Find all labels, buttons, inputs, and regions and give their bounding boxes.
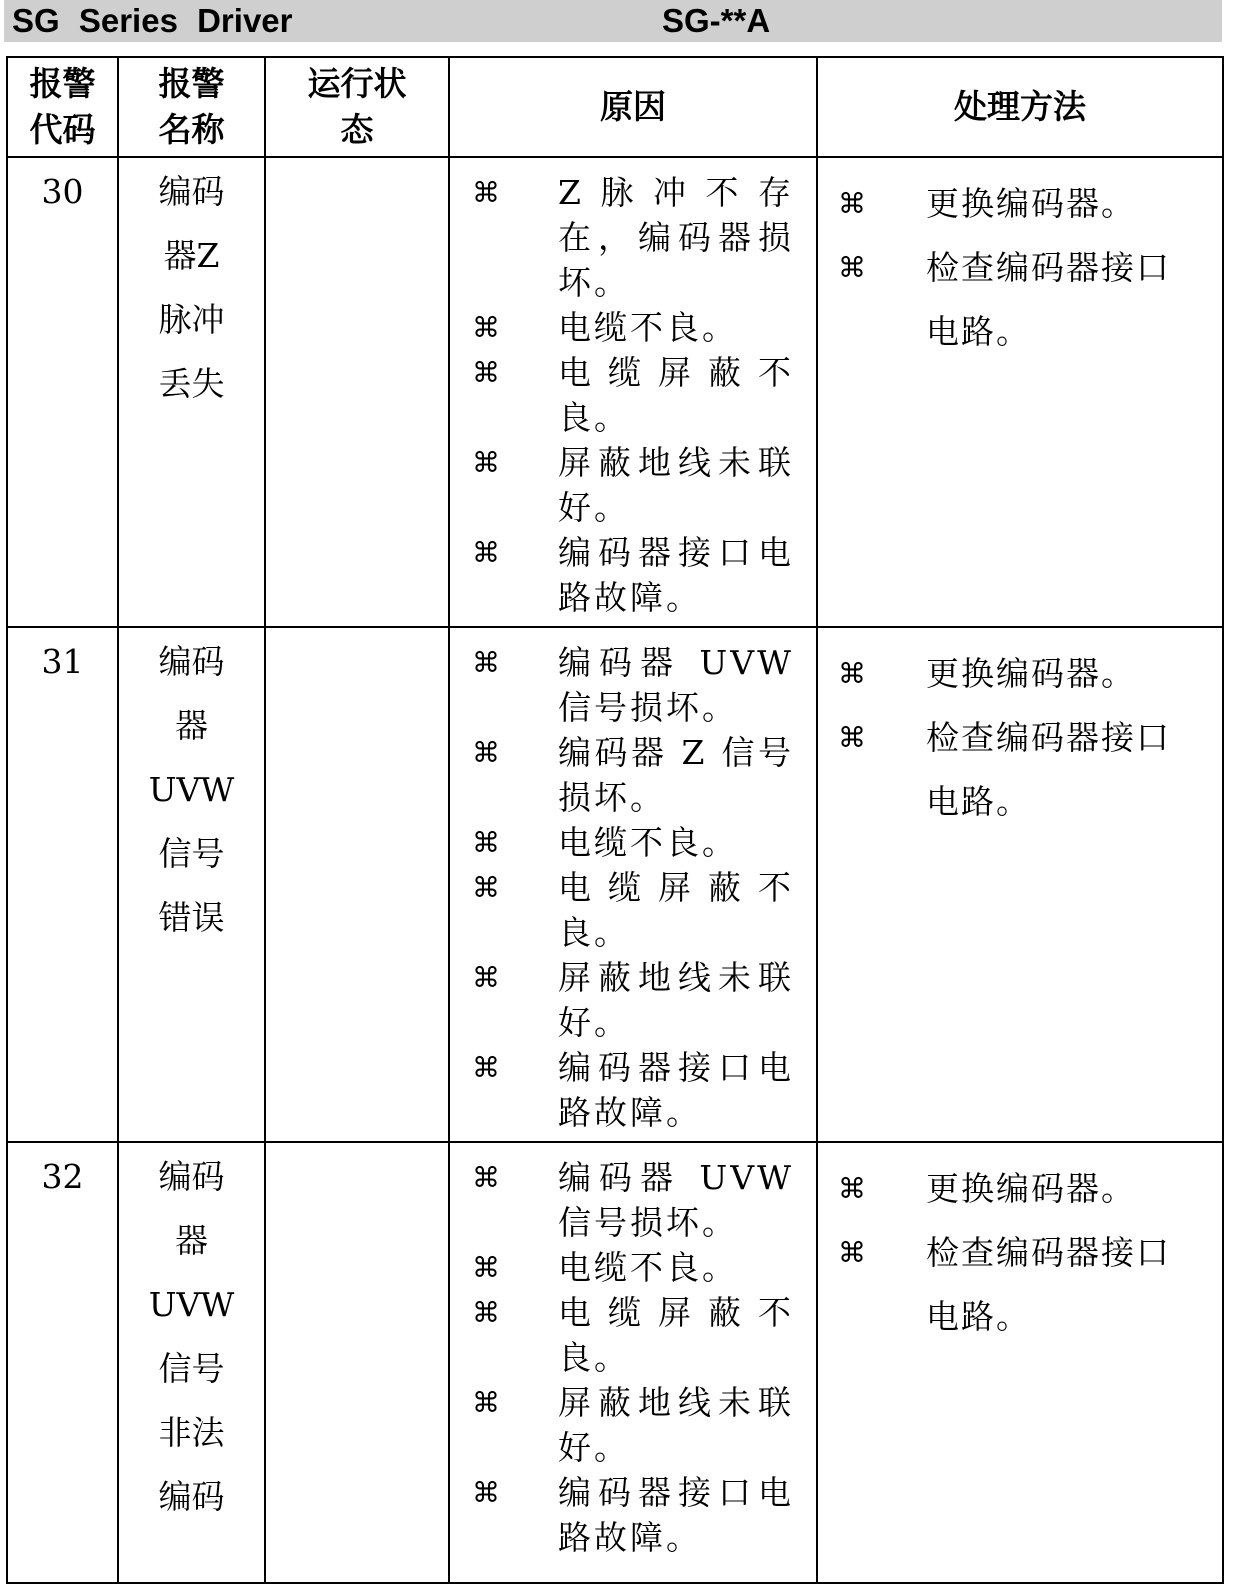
command-bullet-icon: ⌘ [838,187,866,220]
command-bullet-icon: ⌘ [838,1236,866,1269]
command-bullet-icon: ⌘ [472,356,500,389]
fix-item [838,1221,1202,1349]
cause-text: 电缆屏蔽不良。 [558,1293,794,1377]
cause-text: 屏蔽地线未联好。 [558,443,794,527]
cause-text: 电缆不良。 [558,823,738,862]
cause-item [472,440,794,530]
cause-cell [449,627,817,1142]
alarm-name-line: 信号 [158,1349,225,1388]
alarm-code: 32 [7,1142,118,1583]
cause-text: 电缆不良。 [558,1248,738,1287]
cause-text: 电缆屏蔽不良。 [558,868,794,952]
alarm-name-line: 错误 [158,898,225,937]
table-row [7,1142,1223,1583]
command-bullet-icon: ⌘ [472,736,500,769]
alarm-name-line: 器Z [163,236,220,275]
col-header-state: 运行状 态 [265,57,449,157]
alarm-name-line: 器 [175,706,208,745]
fix-text: 更换编码器。 [926,654,1136,693]
run-state [265,1142,449,1583]
command-bullet-icon: ⌘ [472,1476,500,1509]
cause-text: 电缆屏蔽不良。 [558,353,794,437]
table-row [7,157,1223,627]
fix-item [838,236,1202,364]
alarm-name-line: 信号 [158,834,225,873]
cause-item [472,350,794,440]
command-bullet-icon: ⌘ [472,646,500,679]
command-bullet-icon: ⌘ [838,251,866,284]
command-bullet-icon: ⌘ [472,826,500,859]
cause-item [472,1045,794,1135]
alarm-name-line: 编码 [158,642,225,681]
command-bullet-icon: ⌘ [472,1296,500,1329]
cause-cell [449,1142,817,1583]
alarm-code: 30 [7,157,118,627]
fix-item [838,642,1202,706]
cause-item [472,865,794,955]
fix-cell [817,1142,1223,1583]
alarm-name-line: 器 [175,1221,208,1260]
command-bullet-icon: ⌘ [472,1161,500,1194]
command-bullet-icon: ⌘ [838,1172,866,1205]
cause-cell [449,157,817,627]
cause-item [472,1290,794,1380]
cause-item [472,530,794,620]
alarm-name [118,627,265,1142]
cause-text: 电缆不良。 [558,308,738,347]
fix-text: 检查编码器接口电路。 [926,718,1171,821]
page-header [4,0,1222,42]
command-bullet-icon: ⌘ [472,961,500,994]
cause-text: 编码器接口电路故障。 [558,1473,794,1557]
command-bullet-icon: ⌘ [838,721,866,754]
alarm-name-line: 编码 [158,1477,225,1516]
alarm-table [6,56,1224,1584]
fix-text: 更换编码器。 [926,184,1136,223]
cause-text: 屏蔽地线未联好。 [558,958,794,1042]
fix-cell [817,157,1223,627]
run-state [265,157,449,627]
command-bullet-icon: ⌘ [472,1251,500,1284]
run-state [265,627,449,1142]
command-bullet-icon: ⌘ [472,1051,500,1084]
cause-text: 编码器 UVW 信号损坏。 [558,1158,794,1242]
command-bullet-icon: ⌘ [472,446,500,479]
cause-item [472,820,794,865]
fix-cell [817,627,1223,1142]
fix-text: 更换编码器。 [926,1169,1136,1208]
header-title: SG Series Driver [12,2,293,39]
cause-text: 编码器 UVW 信号损坏。 [558,643,794,727]
fix-text: 检查编码器接口电路。 [926,1233,1171,1336]
alarm-name-line: 编码 [158,1157,225,1196]
cause-text: Z脉冲不存在，编码器损坏。 [558,173,794,302]
table-header-row [7,57,1223,157]
cause-text: 编码器接口电路故障。 [558,533,794,617]
col-header-fix: 处理方法 [817,57,1223,157]
alarm-name-line: 编码 [158,172,225,211]
alarm-code: 31 [7,627,118,1142]
cause-item [472,640,794,730]
alarm-name-line: UVW [148,770,235,809]
alarm-name-line: 脉冲 [158,300,225,339]
cause-text: 屏蔽地线未联好。 [558,1383,794,1467]
cause-item [472,1245,794,1290]
alarm-name-line: 丢失 [158,364,225,403]
cause-item [472,1380,794,1470]
fix-text: 检查编码器接口电路。 [926,248,1171,351]
alarm-name-line: 非法 [158,1413,225,1452]
command-bullet-icon: ⌘ [472,536,500,569]
cause-item [472,955,794,1045]
col-header-cause: 原因 [449,57,817,157]
alarm-name [118,157,265,627]
command-bullet-icon: ⌘ [472,311,500,344]
command-bullet-icon: ⌘ [472,871,500,904]
cause-text: 编码器接口电路故障。 [558,1048,794,1132]
cause-item [472,305,794,350]
alarm-name [118,1142,265,1583]
table-row [7,627,1223,1142]
command-bullet-icon: ⌘ [838,657,866,690]
cause-item [472,1155,794,1245]
fix-item [838,172,1202,236]
command-bullet-icon: ⌘ [472,176,500,209]
command-bullet-icon: ⌘ [472,1386,500,1419]
fix-item [838,1157,1202,1221]
col-header-name: 报警 名称 [118,57,265,157]
cause-item [472,1470,794,1560]
alarm-name-line: UVW [148,1285,235,1324]
cause-item [472,170,794,305]
cause-text: 编码器 Z 信号损坏。 [558,733,794,817]
col-header-code: 报警 代码 [7,57,118,157]
fix-item [838,706,1202,834]
cause-item [472,730,794,820]
header-model: SG-**A [662,2,771,39]
